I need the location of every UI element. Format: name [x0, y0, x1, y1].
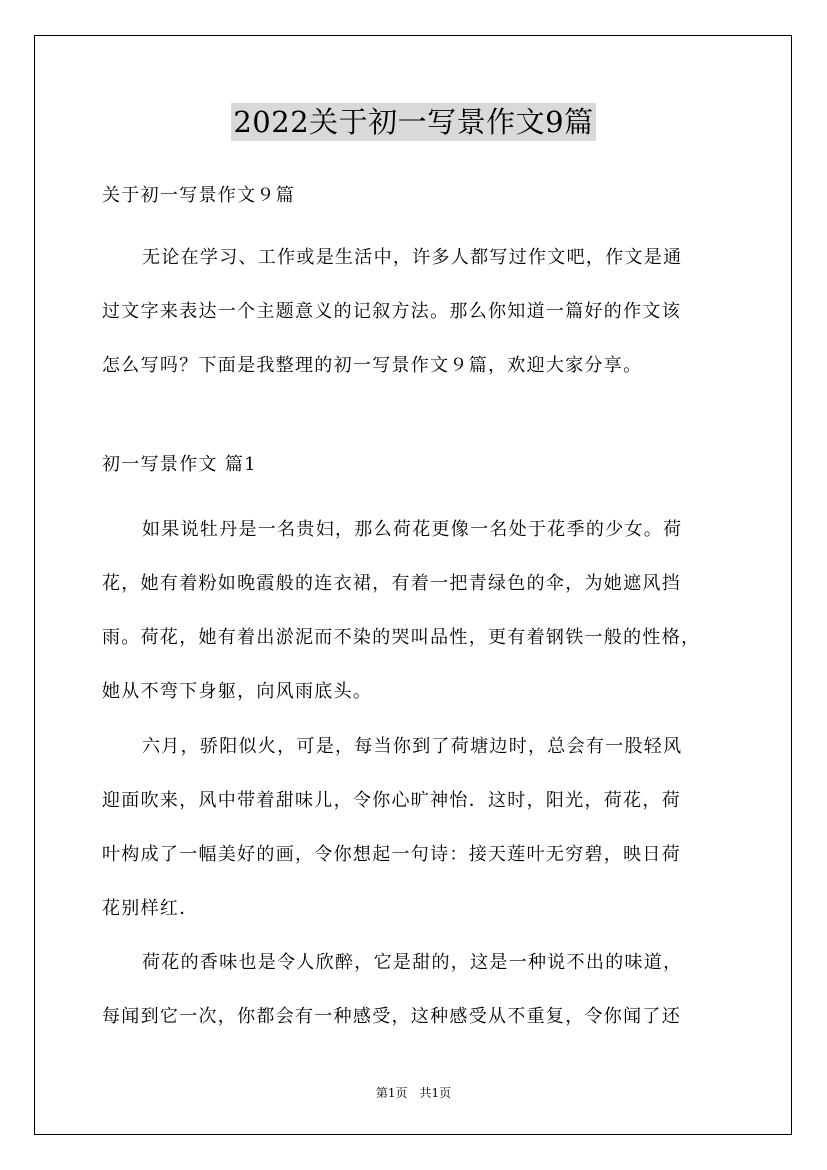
section-heading-text: 初一写景作文 篇1	[102, 454, 257, 475]
paragraph-2	[102, 720, 726, 936]
text-line: 迎面吹来，风中带着甜味儿，令你心旷神怡．这时，阳光，荷花，荷	[102, 790, 681, 811]
page-footer	[0, 1084, 827, 1101]
text-line: 花，她有着粉如晚霞般的连衣裙，有着一把青绿色的伞，为她遮风挡	[102, 573, 681, 594]
paragraph-1	[102, 503, 726, 719]
document-title: 2022关于初一写景作文9篇	[233, 105, 594, 139]
title-container	[0, 103, 827, 141]
document-subtitle	[102, 181, 726, 211]
page-number-label: 第1页 共1页	[375, 1086, 452, 1100]
text-line: 无论在学习、工作或是生活中，许多人都写过作文吧，作文是通	[142, 247, 683, 268]
text-line: 荷花的香味也是令人欣醉，它是甜的，这是一种说不出的味道，	[142, 952, 683, 973]
text-line: 过文字来表达一个主题意义的记叙方法。那么你知道一篇好的作文该	[102, 301, 681, 322]
text-line: 如果说牡丹是一名贵妇，那么荷花更像一名处于花季的少女。荷	[142, 519, 683, 540]
intro-paragraph	[102, 231, 726, 393]
paragraph-3	[102, 936, 726, 1044]
text-line: 叶构成了一幅美好的画，令你想起一句诗：接天莲叶无穷碧，映日荷	[102, 844, 681, 865]
text-line: 六月，骄阳似火，可是，每当你到了荷塘边时，总会有一股轻风	[142, 736, 683, 757]
text-line: 花别样红．	[102, 898, 199, 919]
section-heading	[102, 450, 726, 480]
subtitle-line: 关于初一写景作文９篇	[102, 185, 295, 206]
text-line: 雨。荷花，她有着出淤泥而不染的哭叫品性，更有着钢铁一般的性格，	[102, 627, 701, 648]
text-line: 她从不弯下身躯，向风雨底头。	[102, 681, 373, 702]
text-line: 每闻到它一次，你都会有一种感受，这种感受从不重复，令你闻了还	[102, 1006, 681, 1027]
text-line: 怎么写吗？下面是我整理的初一写景作文９篇，欢迎大家分享。	[102, 355, 643, 376]
